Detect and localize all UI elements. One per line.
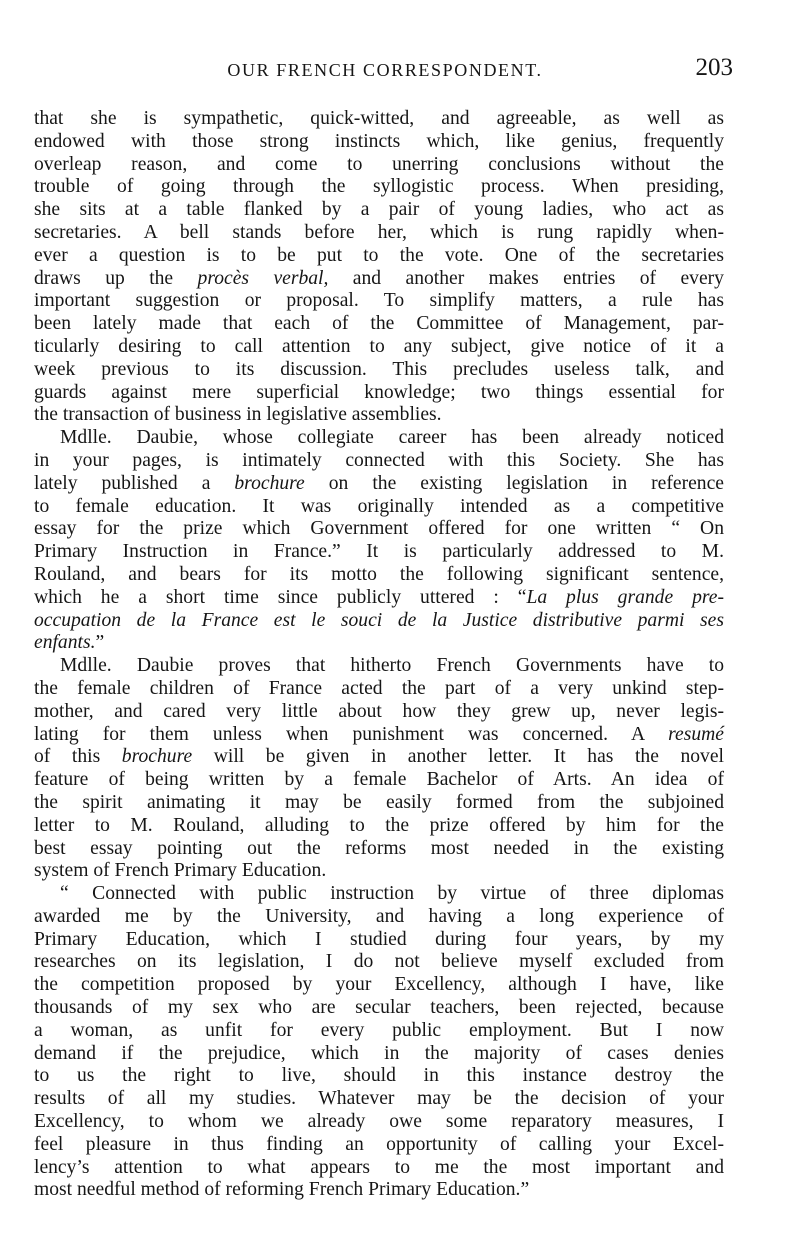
italic-text: brochure: [234, 472, 305, 494]
text-line: [34, 313, 724, 336]
text-line: [34, 290, 724, 313]
line-text: a woman, as unfit for every public employment. But I now: [34, 1019, 724, 1041]
line-text: mother, and cared very little about how they grew up, never legis-: [34, 700, 724, 722]
line-text: ticularly desiring to call attention to any subject, give notice of it a: [34, 335, 724, 357]
line-text: Mdlle. Daubie, whose collegiate career has been already noticed: [60, 427, 724, 449]
line-text: Primary Education, which I studied during four years, by my: [34, 928, 724, 950]
line-text: the female children of France acted the part of a very unkind step-: [34, 677, 724, 699]
line-text: week previous to its discussion. This precludes useless talk, and: [34, 358, 724, 380]
text-line: [34, 746, 724, 769]
line-text: trouble of going through the syllogistic process. When presiding,: [34, 176, 724, 198]
line-text: lency’s attention to what appears to me the most important and: [34, 1156, 724, 1178]
line-text: Primary Instruction in France.” It is particularly addressed to M.: [34, 541, 724, 563]
line-text: endowed with those strong instincts which, like genius, frequently: [34, 130, 724, 152]
text-line: [34, 518, 724, 541]
text-line: [34, 860, 724, 883]
text-line: [34, 473, 724, 496]
line-text: will be given in another letter. It has the novel: [192, 746, 724, 768]
text-line: [34, 974, 724, 997]
text-line: [34, 951, 724, 974]
text-line: [34, 222, 724, 245]
line-text: essay for the prize which Government offered for one written “ On: [34, 518, 724, 540]
text-line: [34, 701, 724, 724]
running-title: OUR FRENCH CORRESPONDENT.: [227, 60, 543, 80]
line-text: Rouland, and bears for its motto the following significant sentence,: [34, 563, 724, 585]
line-text: results of all my studies. Whatever may be the decision of your: [34, 1088, 724, 1110]
line-text: ever a question is to be put to the vote. One of the secretaries: [34, 244, 724, 266]
line-text: that she is sympathetic, quick-witted, and agreeable, as well as: [34, 108, 724, 129]
line-text: Mdlle. Daubie proves that hitherto French Governments have to: [60, 655, 724, 677]
line-text: to us the right to live, should in this instance destroy the: [34, 1065, 724, 1087]
text-line: [34, 610, 724, 633]
text-line: [34, 450, 724, 473]
line-text: in your pages, is intimately connected with this Society. She has: [34, 449, 724, 471]
text-line: [34, 587, 724, 610]
text-line: [34, 564, 724, 587]
article-body: [34, 108, 724, 1202]
line-text: most needful method of reforming French Primary Education.”: [34, 1179, 530, 1201]
line-text: guards against mere superficial knowledge; two things essential for: [34, 381, 724, 403]
text-line: [34, 1179, 724, 1202]
italic-text: enfants.: [34, 632, 96, 654]
line-text: and another makes entries of every: [328, 267, 724, 289]
line-text: lating for them unless when punishment was concerned. A: [34, 723, 669, 745]
text-line: [34, 245, 724, 268]
line-text: the transaction of business in legislative assemblies.: [34, 404, 442, 426]
line-text: demand if the prejudice, which in the majority of cases denies: [34, 1042, 724, 1064]
line-text: letter to M. Rouland, alluding to the prize offered by him for the: [34, 814, 724, 836]
text-line: [34, 724, 724, 747]
italic-text: procès verbal,: [197, 267, 329, 289]
text-line: [34, 541, 724, 564]
line-text: ”: [95, 632, 105, 654]
line-text: important suggestion or proposal. To simplify matters, a rule has: [34, 290, 724, 312]
text-line: [34, 815, 724, 838]
text-line: [34, 997, 724, 1020]
text-line: [34, 1134, 724, 1157]
line-text: overleap reason, and come to unerring conclusions without the: [34, 153, 724, 175]
text-line: [34, 359, 724, 382]
text-line: [34, 678, 724, 701]
text-line: [34, 382, 724, 405]
text-line: [34, 929, 724, 952]
text-line: [34, 1020, 724, 1043]
line-text: she sits at a table flanked by a pair of young ladies, who act as: [34, 199, 724, 221]
text-line: [34, 1065, 724, 1088]
line-text: been lately made that each of the Committee of Management, par-: [34, 313, 724, 335]
line-text: best essay pointing out the reforms most needed in the existing: [34, 837, 724, 859]
text-line: [34, 1157, 724, 1180]
line-text: secretaries. A bell stands before her, which is rung rapidly when-: [34, 221, 724, 243]
line-text: system of French Primary Education.: [34, 860, 327, 882]
line-text: lately published a: [34, 472, 235, 494]
text-line: [34, 496, 724, 519]
line-text: draws up the: [34, 267, 198, 289]
text-line: [34, 176, 724, 199]
text-line: [34, 108, 724, 131]
text-line: [34, 1111, 724, 1134]
line-text: awarded me by the University, and having a long experience of: [34, 905, 724, 927]
line-text: to female education. It was originally intended as a competitive: [34, 495, 724, 517]
line-text: which he a short time since publicly uttered : “: [34, 586, 527, 608]
italic-text: resumé: [668, 723, 724, 745]
line-text: the competition proposed by your Excellency, although I have, like: [34, 974, 724, 996]
text-line: [34, 769, 724, 792]
italic-text: La plus grande pre-: [526, 586, 724, 608]
text-line: [34, 883, 724, 906]
line-text: researches on its legislation, I do not believe myself excluded from: [34, 951, 724, 973]
text-line: [34, 199, 724, 222]
line-text: feature of being written by a female Bachelor of Arts. An idea of: [34, 769, 724, 791]
text-line: [34, 655, 724, 678]
text-line: [34, 838, 724, 861]
text-line: [34, 131, 724, 154]
italic-text: occupation de la France est le souci de la Justice distributive parmi ses: [34, 609, 724, 631]
text-line: [34, 1088, 724, 1111]
text-line: [34, 268, 724, 291]
text-line: [34, 336, 724, 359]
page-number: 203: [695, 54, 733, 81]
text-line: [34, 1043, 724, 1066]
text-line: [34, 632, 724, 655]
italic-text: brochure: [121, 746, 193, 768]
line-text: on the existing legislation in reference: [304, 472, 724, 494]
line-text: “ Connected with public instruction by virtue of three diplomas: [60, 883, 724, 905]
text-line: [34, 792, 724, 815]
text-line: [34, 906, 724, 929]
line-text: of this: [34, 746, 122, 768]
line-text: thousands of my sex who are secular teachers, been rejected, because: [34, 997, 724, 1019]
text-line: [34, 404, 724, 427]
line-text: Excellency, to whom we already owe some reparatory measures, I: [34, 1111, 724, 1133]
text-line: [34, 427, 724, 450]
line-text: the spirit animating it may be easily formed from the subjoined: [34, 791, 724, 813]
text-line: [34, 154, 724, 177]
line-text: feel pleasure in thus finding an opportunity of calling your Excel-: [34, 1133, 724, 1155]
